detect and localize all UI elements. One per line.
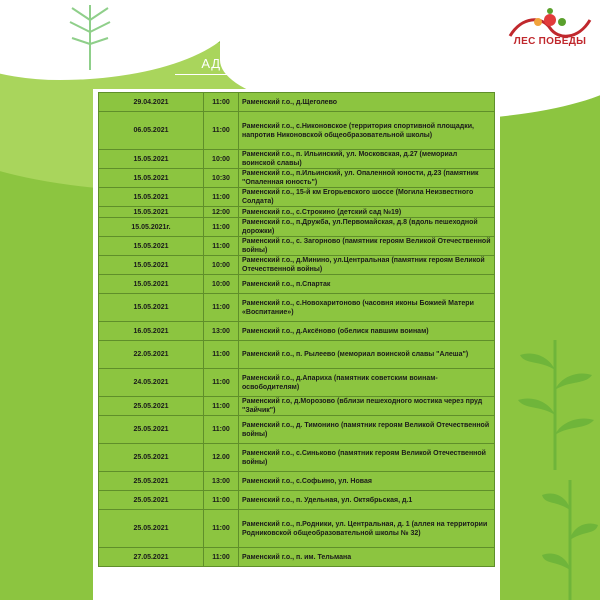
row-address: Раменский г.о, д.Морозово (вблизи пешеходного мостика через пруд "Зайчик") [239,397,495,416]
row-date: 25.05.2021 [99,416,204,444]
row-date: 15.05.2021 [99,188,204,207]
row-time: 11:00 [204,218,239,237]
row-date: 15.05.2021 [99,169,204,188]
row-address: Раменский г.о., с.Никоновское (территория спортивной площадки, напротив Никоновской общеобразовательной школы) [239,112,495,150]
title-underline [175,74,425,75]
table-row [99,510,495,548]
page-title: АДРЕСА ПЛОЩАДОК АКЦИИ [201,56,399,71]
row-time: 11:00 [204,341,239,369]
row-time: 10:30 [204,169,239,188]
row-address: Раменский г.о., с.Новохаритоново (часовня иконы Божией Матери «Воспитание») [239,294,495,322]
table-row [99,169,495,188]
row-date: 15.05.2021 [99,207,204,218]
row-time: 11:00 [204,416,239,444]
row-address: Раменский г.о., п.Дружба, ул.Первомайская, д.8 (вдоль пешеходной дорожки) [239,218,495,237]
table-row [99,369,495,397]
leaf-branch-icon [510,330,600,470]
table-row [99,294,495,322]
table-row [99,93,495,112]
row-date: 15.05.2021 [99,237,204,256]
row-address: Раменский г.о., п.Родники, ул. Центральная, д. 1 (аллея на территории Родниковской общеобразовательной школы № 32) [239,510,495,548]
row-date: 25.05.2021 [99,510,204,548]
locations-table [98,92,495,567]
row-time: 10:00 [204,256,239,275]
table-row [99,275,495,294]
row-address: Раменский г.о., с. Загорново (памятник героям Великой Отечественной войны) [239,237,495,256]
row-time: 12:00 [204,207,239,218]
table-row [99,416,495,444]
row-time: 10:00 [204,150,239,169]
row-date: 25.05.2021 [99,397,204,416]
row-date: 06.05.2021 [99,112,204,150]
table-row [99,322,495,341]
table-row [99,237,495,256]
row-time: 11:00 [204,294,239,322]
row-time: 11:00 [204,93,239,112]
row-address: Раменский г.о., п. им. Тельмана [239,548,495,567]
row-address: Раменский г.о., д.Щеголево [239,93,495,112]
row-address: Раменский г.о., д.Минино, ул.Центральная (памятник героям Великой Отечественной войны) [239,256,495,275]
row-time: 11:00 [204,491,239,510]
row-time: 13:00 [204,322,239,341]
row-address: Раменский г.о., п. Удельная, ул. Октябрьская, д.1 [239,491,495,510]
row-time: 11:00 [204,397,239,416]
row-address: Раменский г.о., с.Софьино, ул. Новая [239,472,495,491]
row-time: 11:00 [204,188,239,207]
row-date: 15.05.2021 [99,275,204,294]
row-address: Раменский г.о., п.Ильинский, ул. Опаленной юности, д.23 (памятник "Опаленная юность") [239,169,495,188]
row-date: 15.05.2021 [99,256,204,275]
row-time: 10:00 [204,275,239,294]
leaf-branch-icon [540,470,600,600]
row-address: Раменский г.о., п. Ильинский, ул. Московская, д.27 (мемориал воинской славы) [239,150,495,169]
table-row [99,112,495,150]
table-row [99,256,495,275]
table-row [99,188,495,207]
table-row [99,548,495,567]
row-time: 13:00 [204,472,239,491]
table-row [99,444,495,472]
row-date: 25.05.2021 [99,444,204,472]
row-address: Раменский г.о., 15-й км Егорьевского шоссе (Могила Неизвестного Солдата) [239,188,495,207]
table-row [99,491,495,510]
row-date: 25.05.2021 [99,472,204,491]
row-time: 11:00 [204,369,239,397]
row-date: 15.05.2021 [99,294,204,322]
row-address: Раменский г.о., д.Аксёново (обелиск павшим воинам) [239,322,495,341]
row-date: 15.05.2021 [99,150,204,169]
row-date: 29.04.2021 [99,93,204,112]
logo-text: ЛЕС ПОБЕДЫ [513,36,587,47]
row-time: 11:00 [204,112,239,150]
row-date: 15.05.2021г. [99,218,204,237]
table-row [99,150,495,169]
row-address: Раменский г.о., п. Рылеево (мемориал воинской славы "Алеша") [239,341,495,369]
row-address: Раменский г.о., д.Апариха (памятник советским воинам-освободителям) [239,369,495,397]
row-address: Раменский г.о., д. Тимонино (памятник героям Великой Отечественной войны) [239,416,495,444]
row-date: 24.05.2021 [99,369,204,397]
row-date: 16.05.2021 [99,322,204,341]
table-row [99,341,495,369]
row-time: 11:00 [204,548,239,567]
row-address: Раменский г.о., п.Спартак [239,275,495,294]
row-date: 27.05.2021 [99,548,204,567]
row-date: 22.05.2021 [99,341,204,369]
table-row [99,397,495,416]
table-row [99,472,495,491]
row-address: Раменский г.о., с.Синьково (памятник героям Великой Отечественной войны) [239,444,495,472]
row-address: Раменский г.о., с.Строкино (детский сад №19) [239,207,495,218]
row-time: 12.00 [204,444,239,472]
row-date: 25.05.2021 [99,491,204,510]
table-row [99,218,495,237]
row-time: 11:00 [204,510,239,548]
row-time: 11:00 [204,237,239,256]
table-row [99,207,495,218]
